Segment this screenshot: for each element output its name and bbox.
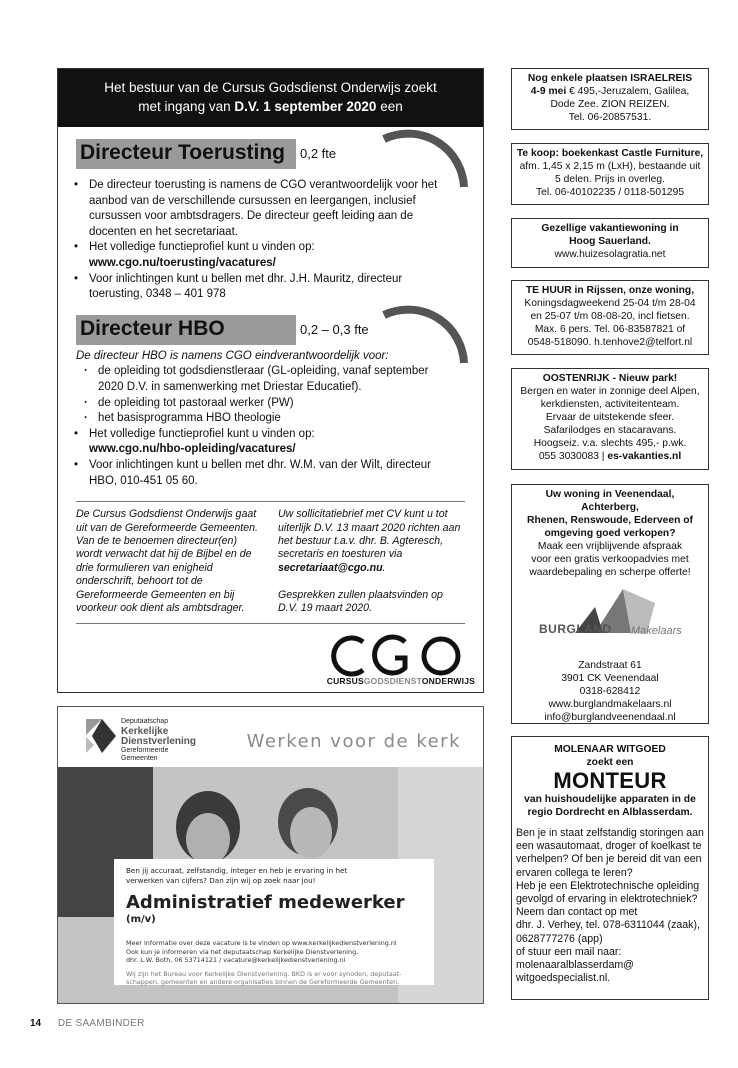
role2-description (58, 349, 483, 489)
sauerland-holiday-ad: Gezellige vakantiewoning in Hoog Sauerland. www.huizesolagratia.net (511, 218, 709, 268)
kdv-text-box (114, 859, 434, 985)
list-item: • Het volledige functieprofiel kunt u vinden op: www.cgo.nu/toerusting/vacatures/ (74, 240, 447, 271)
email-link[interactable]: secretariaat@cgo.nu (278, 561, 383, 574)
burgland-website[interactable]: www.burglandmakelaars.nl (548, 699, 672, 710)
kdv-header (58, 707, 483, 767)
monteur-email[interactable]: molenaaralblasserdam@ witgoedspecialist.nl. (516, 959, 634, 985)
cgo-vacancy-ad (57, 68, 484, 693)
list-item: · de opleiding tot pastoraal werker (PW) (82, 396, 453, 412)
role2-intro: De directeur HBO is namens CGO eindverantwoordelijk voor: (76, 349, 389, 362)
profile-link-toerusting[interactable]: www.cgo.nu/toerusting/vacatures/ (89, 256, 276, 269)
cgo-logo (325, 634, 475, 678)
list-item: • De directeur toerusting is namens de CGO verantwoordelijk voor het aanbod van de verschillende cursussen en leergangen, inclusief cursussen voor ambtsdragers. De directeur geeft leiding aan de docenten en het secretariaat. (74, 178, 447, 240)
role-name: Directeur Toerusting (80, 141, 285, 164)
cgo-header-line2: met ingang van D.V. 1 september 2020 een (138, 99, 403, 114)
kdv-question: Ben jij accuraat, zelfstandig, integer en heb je ervaring in het verwerken van cijfers? Dan zijn wij op zoek naar jou! (126, 866, 348, 885)
foot-left: De Cursus Godsdienst Onderwijs gaat uit van de Gereformeerde Gemeenten. Van de te benoemen directeur(en) wordt verwacht dat hij de Bijbel en de drie formulieren van enigheid onderschrift, behoort tot de Gereformeerde Gemeenten en bij voorkeur ook dient als ambtsdrager. (76, 508, 258, 614)
kdv-info: Meer informatie over deze vacature is te vinden op www.kerkelijkedienstverlening.nl Ook kun je informeren via het deputaatschap Kerkelijke Dienstverlening, dhr. L.W. Both, 06 53714121 / vacature@kerkelijkedienstverlening.nl (126, 939, 397, 965)
oostenrijk-park-ad: OOSTENRIJK - Nieuw park! Bergen en water in zonnige deel Alpen, kerkdiensten, activiteitenteam. Ervaar de uitstekende sfeer. Safarilodges en stacaravans. Hoogseiz. v.a. slechts 495,- p.wk. 055 3030083 | es-vakanties.nl (511, 368, 709, 470)
role-title-toerusting (58, 139, 483, 169)
rijssen-rental-ad: TE HUUR in Rijssen, onze woning, Koningsdagweekend 25-04 t/m 28-04 en 25-07 t/m 08-08-20, incl fietsen. Max. 6 pers. Tel. 06-83587821 of 0548-518090. h.tenhove2@telfort.nl (511, 280, 709, 355)
cgo-tagline: CURSUSGODSDIENSTONDERWIJS (326, 676, 475, 686)
burgland-name: BURGLAND (539, 622, 612, 636)
cgo-header-line1: Het bestuur van de Cursus Godsdienst Onderwijs zoekt (104, 80, 437, 95)
page-footer (30, 1018, 145, 1029)
role-title-hbo (58, 315, 483, 345)
burgland-logo (535, 585, 685, 655)
role1-description (58, 178, 483, 303)
kdv-logo-icon (84, 717, 118, 755)
list-item: • Het volledige functieprofiel kunt u vinden op: www.cgo.nu/hbo-opleiding/vacatures/ (74, 427, 447, 458)
kdv-organisation: Deputaatschap Kerkelijke Dienstverlening Gereformeerde Gemeenten (121, 718, 197, 762)
monteur-body: Ben je in staat zelfstandig storingen aan een wasautomaat, droger of koelkast te verhelpen? Of ben je bereid dit van een ervaren collega te leren? Heb je een Elektrotechnische opleiding gevolgd of ervaring in elektrotechniek? Neem dan contact op met dhr. J. Verhey, tel. 078-6311044 (zaak), 0628777276 (app) of stuur een mail naar: molenaaralblasserdam@ witgoedspecialist.nl. (516, 827, 704, 985)
list-item: · het basisprogramma HBO theologie (82, 411, 453, 427)
list-item: • Voor inlichtingen kunt u bellen met dhr. J.H. Mauritz, directeur toerusting, 0348 – 401 978 (74, 272, 447, 303)
kdv-job-title: Administratief medewerker $^{(m/v)}$ (126, 892, 405, 925)
role-fte: 0,2 fte (300, 146, 337, 161)
profile-link-hbo[interactable]: www.cgo.nu/hbo-opleiding/vacatures/ (89, 443, 296, 456)
kdv-vacancy-ad (57, 706, 484, 1004)
role-name: Directeur HBO (80, 316, 225, 340)
cgo-header (58, 69, 483, 127)
foot-right: Uw sollicitatiebrief met CV kunt u tot uiterlijk D.V. 13 maart 2020 richten aan het bestuur t.a.v. dhr. B. Agteresch, secretaris en toesturen via secretariaat@cgo.nu. Gesprekken zullen plaatsvinden op D.V. 19 maart 2020. (278, 508, 461, 614)
cgo-footnotes (58, 502, 483, 615)
arc-decoration-icon (380, 305, 470, 365)
kdv-photo (58, 767, 484, 1004)
list-item: · de opleiding tot godsdienstleraar (GL-opleiding, vanaf september 2020 D.V. in samenwerking met Driestar Educatief). (82, 364, 453, 395)
magazine-name: DE SAAMBINDER (57, 1018, 145, 1029)
divider (76, 623, 465, 624)
burgland-subtitle: Makelaars (631, 625, 682, 637)
kdv-slogan: Werken voor de kerk (246, 731, 461, 752)
role-fte: 0,2 – 0,3 fte (300, 321, 369, 337)
burgland-makelaars-ad: Uw woning in Veenendaal, Achterberg, Rhenen, Renswoude, Ederveen of omgeving goed verkopen? Maak een vrijblijvende afspraak voor een gratis verkoopadvies met waardebepaling en scherpe offerte! BURGLAND Makelaars Zandstraat 61 3901 CK Veenendaal 0318-628412 www.burglandmakelaars.nl info@burglandveenendaal.nl (511, 484, 709, 724)
israel-trip-ad: Nog enkele plaatsen ISRAELREIS 4-9 mei € 495,-Jeruzalem, Galilea, Dode Zee. ZION REIZEN. Tel. 06-20857531. (511, 68, 709, 130)
bookcase-sale-ad: Te koop: boekenkast Castle Furniture, afm. 1,45 x 2,15 m (LxH), bestaande uit 5 delen. Prijs in overleg. Tel. 06-40102235 / 0118-501295 (511, 143, 709, 205)
list-item: • Voor inlichtingen kunt u bellen met dhr. W.M. van der Wilt, directeur HBO, 010-451 05 60. (74, 458, 447, 489)
page-number: 14 (30, 1018, 42, 1029)
kdv-about: Wij zijn het Bureau voor Kerkelijke Dienstverlening. BKD is er voor synoden, deputaat- schappen, gemeenten en andere organisaties binnen de Gereformeerde Gemeenten. (126, 969, 402, 987)
burgland-email[interactable]: info@burglandveenendaal.nl (544, 712, 676, 723)
monteur-title: MONTEUR (553, 768, 667, 793)
monteur-vacancy-ad: MOLENAAR WITGOED zoekt een MONTEUR van huishoudelijke apparaten in de regio Dordrecht en Alblasserdam. Ben je in staat zelfstandig storingen aan een wasautomaat, droger of koelkast te verhelpen? Of ben je bereid dit van een ervaren collega te leren? Heb je een Elektrotechnische opleiding gevolgd of ervaring in elektrotechniek? Neem dan contact op met dhr. J. Verhey, tel. 078-6311044 (zaak), 0628777276 (app) of stuur een mail naar: molenaaralblasserdam@ witgoedspecialist.nl. (511, 736, 709, 1000)
